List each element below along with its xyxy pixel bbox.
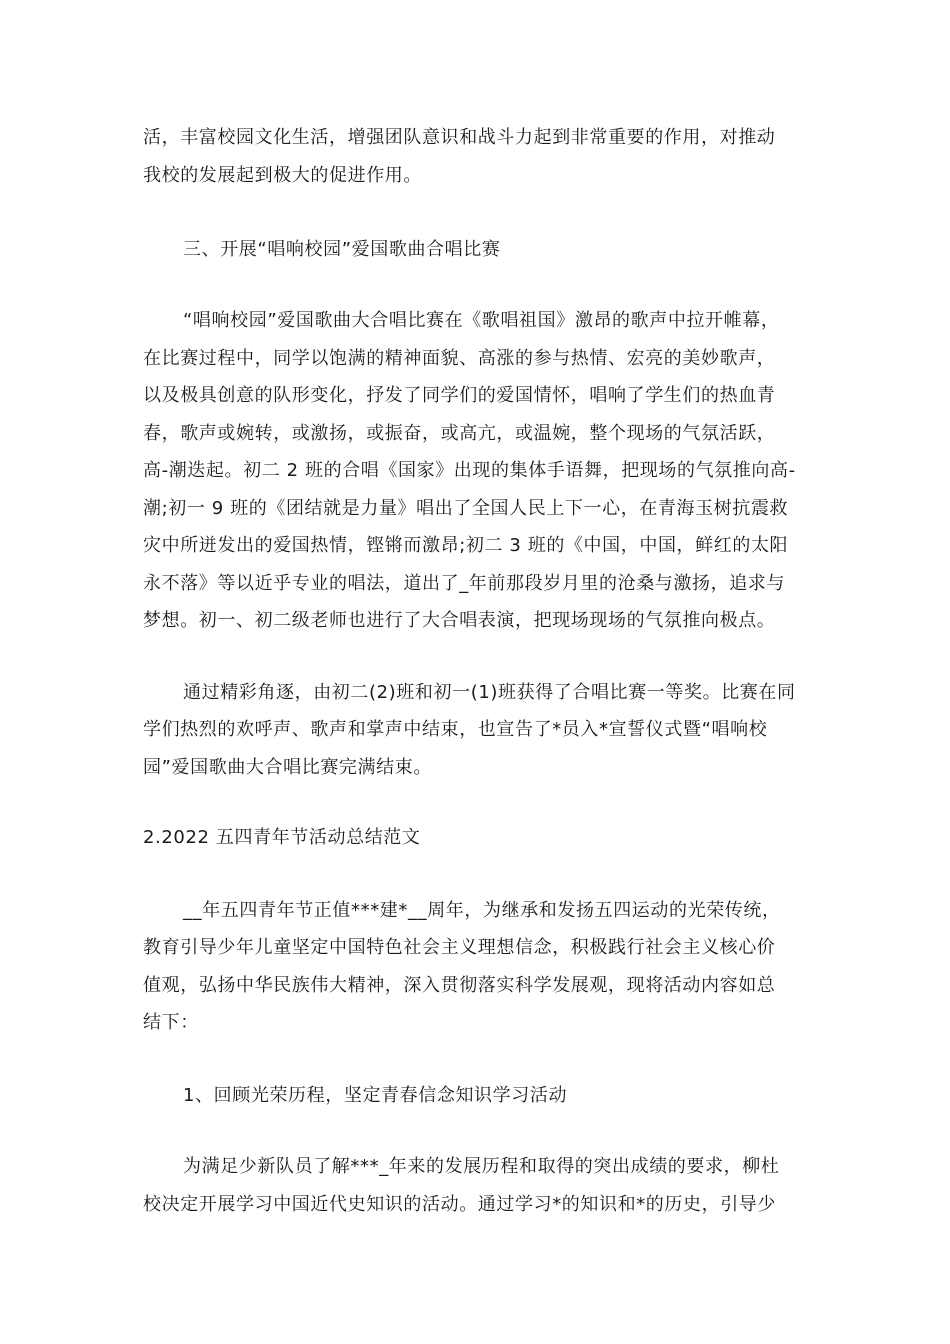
text-line: 以及极具创意的队形变化，抒发了同学们的爱国情怀，唱响了学生们的热血青 <box>143 385 776 406</box>
text-line: 高-潮迭起。初二 2 班的合唱《国家》出现的集体手语舞，把现场的气氛推向高- <box>143 460 796 481</box>
text-line: 通过精彩角逐，由初二(2)班和初一(1)班获得了合唱比赛一等奖。比赛在同 <box>183 682 796 703</box>
text-line: 永不落》等以近乎专业的唱法，道出了_年前那段岁月里的沧桑与激扬，追求与 <box>143 573 785 594</box>
text-line: 教育引导少年儿童坚定中国特色社会主义理想信念，积极践行社会主义核心价 <box>143 937 776 958</box>
text-line: __年五四青年节正值***建*__周年，为继承和发扬五四运动的光荣传统， <box>183 900 781 921</box>
section-heading: 1、回顾光荣历程，坚定青春信念知识学习活动 <box>183 1085 568 1106</box>
text-line: 校决定开展学习中国近代史知识的活动。通过学习*的知识和*的历史，引导少 <box>143 1194 776 1215</box>
section-heading: 三、开展“唱响校园”爱国歌曲合唱比赛 <box>183 239 501 260</box>
text-line: 梦想。初一、初二级老师也进行了大合唱表演，把现场现场的气氛推向极点。 <box>143 610 776 631</box>
text-line: 结下： <box>143 1012 199 1033</box>
section-title: 2.2022 五四青年节活动总结范文 <box>143 827 421 848</box>
text-line: “唱响校园”爱国歌曲大合唱比赛在《歌唱祖国》激昂的歌声中拉开帷幕， <box>183 310 780 331</box>
text-line: 学们热烈的欢呼声、歌声和掌声中结束，也宣告了*员入*宣誓仪式暨“唱响校 <box>143 719 768 740</box>
text-line: 园”爱国歌曲大合唱比赛完满结束。 <box>143 757 432 778</box>
text-line: 春，歌声或婉转，或激扬，或振奋，或高亢，或温婉，整个现场的气氛活跃， <box>143 423 776 444</box>
text-line: 值观，弘扬中华民族伟大精神，深入贯彻落实科学发展观，现将活动内容如总 <box>143 975 776 996</box>
text-line: 活，丰富校园文化生活，增强团队意识和战斗力起到非常重要的作用，对推动 <box>143 127 776 148</box>
text-line: 为满足少新队员了解***_年来的发展历程和取得的突出成绩的要求，柳杜 <box>183 1156 780 1177</box>
text-line: 灾中所迸发出的爱国热情，铿锵而激昂;初二 3 班的《中国，中国，鲜红的太阳 <box>143 535 789 556</box>
text-line: 在比赛过程中，同学以饱满的精神面貌、高涨的参与热情、宏亮的美妙歌声， <box>143 348 776 369</box>
text-line: 潮;初一 9 班的《团结就是力量》唱出了全国人民上下一心，在青海玉树抗震救 <box>143 498 789 519</box>
text-line: 我校的发展起到极大的促进作用。 <box>143 165 422 186</box>
